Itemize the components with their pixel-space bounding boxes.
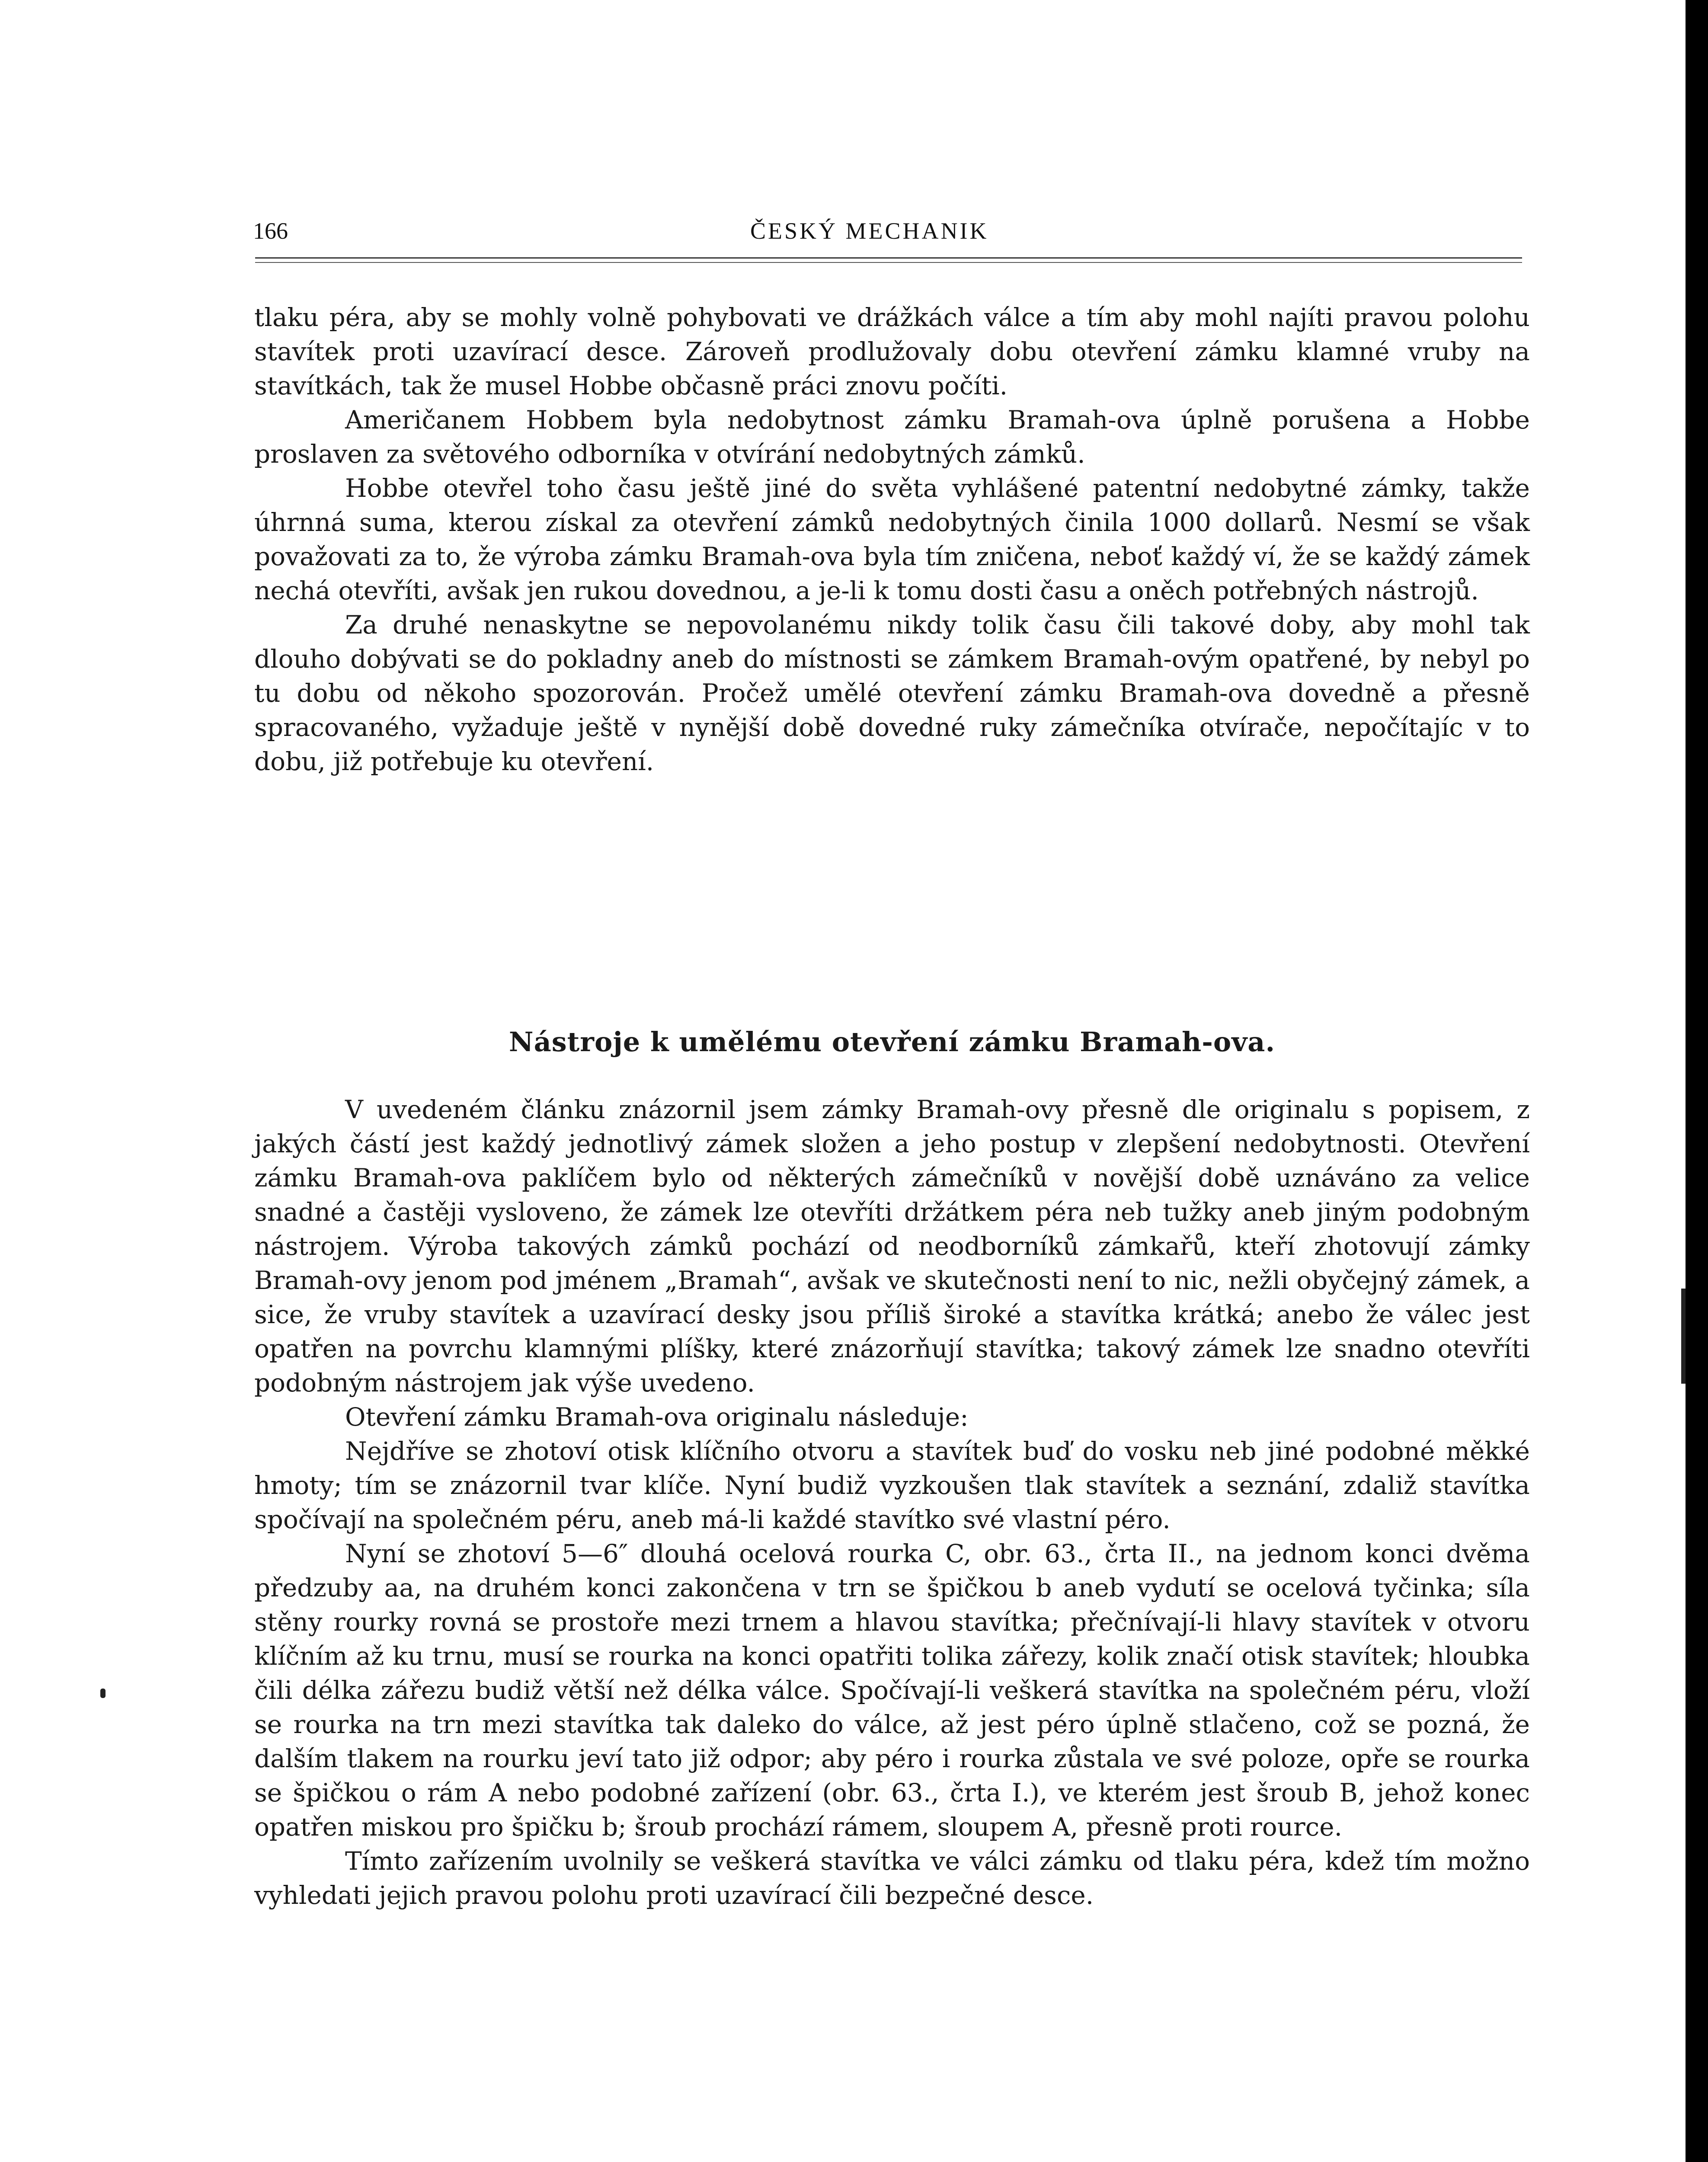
paragraph: Otevření zámku Bramah-ova originalu následuje:	[345, 1402, 969, 1432]
paragraph: Nyní se zhotoví 5—6″ dlouhá ocelová rourka C, obr. 63., črta II., na jednom konci dvěma předzuby aa, na druhém konci zakončena v trn se špičkou b aneb vydutí se ocelová tyčinka; síla stěny rourky rovná se prostoře mezi trnem a hlavou stavítka; přečnívají-li hlavy stavítek v otvoru klíčním až ku trnu, musí se rourka na konci opatřiti tolika zářezy, kolik značí otisk stavítek; hloubka čili délka zářezu budiž větší než délka válce. Spočívají-li veškerá stavítka na společném péru, vloží se rourka na trn mezi stavítka tak daleko do válce, až jest péro úplně stlačeno, což se pozná, že dalším tlakem na rourku jeví tato již odpor; aby péro i rourka zůstala ve své poloze, opře se rourka se špičkou o rám A nebo podobné zařízení (obr. 63., črta I.), ve kterém jest šroub B, jehož konec opatřen miskou pro špičku b; šroub prochází rámem, sloupem A, přesně proti rource.	[254, 1539, 1530, 1842]
header-rule	[255, 262, 1522, 263]
section-heading: Nástroje k umělému otevření zámku Bramah-ova.	[509, 1026, 1276, 1058]
text-block-2	[254, 1093, 1530, 1913]
running-title: ČESKÝ MECHANIK	[750, 218, 989, 244]
paragraph: Tímto zařízením uvolnily se veškerá stavítka ve válci zámku od tlaku péra, kdež tím možno vyhledati jejich pravou polohu proti uzavírací čili bezpečné desce.	[254, 1846, 1530, 1910]
paragraph: V uvedeném článku znázornil jsem zámky Bramah-ovy přesně dle originalu s popisem, z jakých částí jest každý jednotlivý zámek složen a jeho postup v zlepšení nedobytnosti. Otevření zámku Bramah-ova paklíčem bylo od některých zámečníků v novější době uznáváno za velice snadné a častěji vysloveno, že zámek lze otevříti držátkem péra neb tužky aneb jiným podobným nástrojem. Výroba takových zámků pochází od neodborníků zámkařů, kteří zhotovují zámky Bramah-ovy jenom pod jménem „Bramah“, avšak ve skutečnosti není to nic, nežli obyčejný zámek, a sice, že vruby stavítek a uzavírací desky jsou příliš široké a stavítka krátká; anebo že válec jest opatřen na povrchu klamnými plíšky, které znázorňují stavítka; takový zámek lze snadno otevříti podobným nástrojem jak výše uvedeno.	[254, 1095, 1530, 1398]
text-block-1	[254, 301, 1530, 779]
paragraph: tlaku péra, aby se mohly volně pohybovati ve drážkách válce a tím aby mohl najíti pravou polohu stavítek proti uzavírací desce. Zároveň prodlužovaly dobu otevření zámku klamné vruby na stavítkách, tak že musel Hobbe občasně práci znovu počíti.	[254, 303, 1530, 400]
page-number: 166	[253, 218, 288, 244]
header-rule	[255, 257, 1522, 259]
paragraph: Američanem Hobbem byla nedobytnost zámku Bramah-ova úplně porušena a Hobbe proslaven za světového odborníka v otvírání nedobytných zámků.	[254, 405, 1530, 469]
scan-border-right	[1686, 0, 1708, 2162]
paragraph: Za druhé nenaskytne se nepovolanému nikdy tolik času čili takové doby, aby mohl tak dlouho dobývati se do pokladny aneb do místnosti se zámkem Bramah-ovým opatřené, by nebyl po tu dobu od někoho spozorován. Pročež umělé otevření zámku Bramah-ova dovedně a přesně spracovaného, vyžaduje ještě v nynější době dovedné ruky zámečníka otvírače, nepočítajíc v to dobu, již potřebuje ku otevření.	[254, 610, 1530, 776]
scan-speck	[100, 1689, 106, 1698]
scan-fold-mark	[1681, 1289, 1686, 1384]
paragraph: Nejdříve se zhotoví otisk klíčního otvoru a stavítek buď do vosku neb jiné podobné měkké hmoty; tím se znázornil tvar klíče. Nyní budiž vyzkoušen tlak stavítek a seznání, zdaliž stavítka spočívají na společném péru, aneb má-li každé stavítko své vlastní péro.	[254, 1436, 1530, 1534]
paragraph: Hobbe otevřel toho času ještě jiné do světa vyhlášené patentní nedobytné zámky, takže úhrnná suma, kterou získal za otevření zámků nedobytných činila 1000 dollarů. Nesmí se však považovati za to, že výroba zámku Bramah-ova byla tím zničena, neboť každý ví, že se každý zámek nechá otevříti, avšak jen rukou dovednou, a je-li k tomu dosti času a oněch potřebných nástrojů.	[254, 473, 1530, 605]
page-header	[253, 217, 1520, 243]
